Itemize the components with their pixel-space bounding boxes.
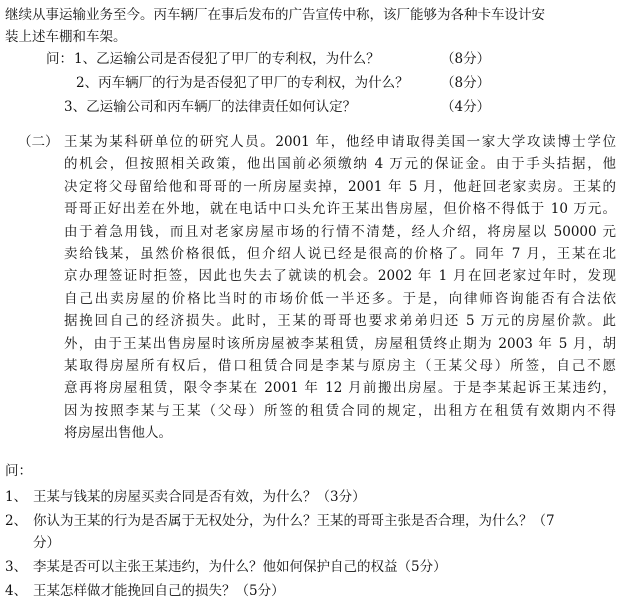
question-number: 1、 bbox=[5, 489, 28, 505]
case2-line: 自己出卖房屋的价格比当时的市场价低一半还多。于是，向律师咨询能否有合法依 bbox=[64, 290, 616, 307]
case2-line: 据挽回自己的经济损失。此时，王某的哥哥也要求弟弟归还 5 万元的房屋价款。此 bbox=[64, 313, 616, 330]
case-intro-text bbox=[5, 4, 615, 48]
case2-line: 的机会，但按照相关政策，他出国前必须缴纳 4 万元的保证金。由于手头拮据，他 bbox=[64, 156, 616, 173]
case2-line: 决定将父母留给他和哥哥的一所房屋卖掉，2001 年 5 月，他赶回老家卖房。王某的 bbox=[64, 178, 616, 195]
case-number: （二） bbox=[18, 134, 59, 150]
intro-line: 装上述车棚和车架。 bbox=[5, 29, 127, 45]
question-text: 3、乙运输公司和丙车辆厂的法律责任如何认定？ bbox=[64, 99, 357, 115]
question-row bbox=[5, 510, 615, 532]
case2-line: 因为按照李某与王某（父母）所签的租赁合同的规定，出租方在租赁有效期内不得 bbox=[64, 402, 616, 419]
question-row bbox=[5, 580, 615, 602]
case2-line: 哥哥正好出差在外地，就在电话中口头允许王某出售房屋，但价格不得低于 10 万元。 bbox=[64, 201, 616, 218]
question-text: 2、丙车辆厂的行为是否侵犯了甲厂的专利权，为什么？ bbox=[76, 75, 409, 91]
question-prefix: 问： bbox=[46, 51, 73, 67]
question-number: 2、 bbox=[5, 513, 28, 529]
question-score: （8分） bbox=[441, 51, 491, 67]
question-text: 分） bbox=[33, 535, 60, 551]
question-score: （8分） bbox=[441, 75, 491, 91]
case1-questions bbox=[46, 48, 606, 120]
case2-questions bbox=[5, 486, 615, 602]
question-row bbox=[46, 48, 606, 72]
case2-line: 外，由于王某出售房屋时该所房屋被李某租赁，房屋租赁终止期为 2003 年 5 月，胡 bbox=[64, 335, 616, 352]
question-text: 1、乙运输公司是否侵犯了甲厂的专利权，为什么？ bbox=[74, 51, 380, 67]
question-row bbox=[5, 486, 615, 508]
case2-line: 意再将房屋租赁，限令李某在 2001 年 12 月前搬出房屋。于是李某起诉王某违约， bbox=[64, 380, 616, 397]
question-number: 3、 bbox=[5, 559, 28, 575]
questions-heading: 问： bbox=[5, 463, 32, 479]
case2-line: 将房屋出售他人。 bbox=[64, 425, 172, 442]
question-text: 王某怎样做才能挽回自己的损失？（5分） bbox=[33, 583, 285, 599]
case2-line: 京办理签证时拒签，因此也失去了就读的机会。2002 年 1 月在回老家过年时，发现 bbox=[64, 268, 616, 285]
question-text: 王某与钱某的房屋买卖合同是否有效，为什么？（3分） bbox=[33, 489, 366, 505]
question-score: （4分） bbox=[441, 99, 491, 115]
intro-line: 继续从事运输业务至今。丙车辆厂在事后发布的广告宣传中称，该厂能够为各种卡车设计安 bbox=[5, 7, 545, 23]
case2-line: 王某为某科研单位的研究人员。2001 年，他经申请取得美国一家大学攻读博士学位 bbox=[64, 134, 616, 150]
question-row bbox=[46, 72, 606, 96]
question-text: 你认为王某的行为是否属于无权处分，为什么？王某的哥哥主张是否合理，为什么？（7 bbox=[33, 513, 555, 529]
case2-body bbox=[64, 131, 616, 444]
question-text: 李某是否可以主张王某违约，为什么？他如何保护自己的权益（5分） bbox=[33, 559, 447, 575]
case2-line: 卖给钱某，虽然价格很低，但介绍人说已经是很高的价格了。同年 7 月，王某在北 bbox=[64, 245, 616, 262]
question-row bbox=[46, 96, 606, 120]
question-row bbox=[5, 556, 615, 578]
question-number: 4、 bbox=[5, 583, 28, 599]
case2-line: 由于着急用钱，而且对老家房屋市场的行情不清楚，经人介绍，将房屋以 50000 元 bbox=[64, 223, 616, 240]
case2-line: 某取得房屋所有权后，借口租赁合同是李某与原房主（王某父母）所签，自己不愿 bbox=[64, 357, 616, 374]
question-row bbox=[5, 532, 615, 554]
